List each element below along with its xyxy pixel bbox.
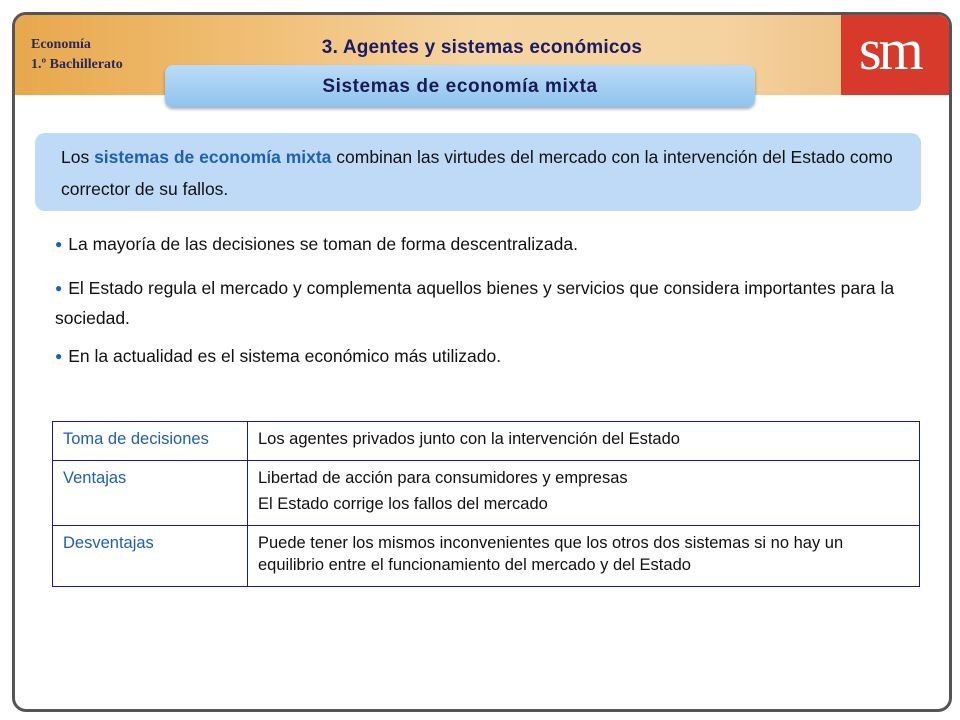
bullet-text: La mayoría de las decisiones se toman de forma descentralizada.	[68, 234, 578, 254]
row-value-line: Los agentes privados junto con la intervención del Estado	[258, 430, 680, 448]
table-row	[53, 422, 920, 461]
section-title: Sistemas de economía mixta	[322, 76, 598, 97]
slide-frame	[12, 12, 952, 712]
row-value	[248, 461, 920, 526]
intro-suffix: combinan las virtudes del mercado con la intervención del Estado como corrector de su fallos.	[61, 147, 893, 199]
summary-table	[52, 421, 920, 587]
table-row	[53, 461, 920, 526]
intro-box	[35, 133, 921, 211]
publisher-logo	[841, 15, 949, 95]
table-row	[53, 526, 920, 587]
row-value	[248, 526, 920, 587]
row-value-line: Libertad de acción para consumidores y empresas	[258, 469, 628, 487]
intro-prefix: Los	[61, 147, 95, 167]
intro-text	[61, 141, 913, 205]
subject-name: Economía	[31, 37, 91, 52]
row-value	[248, 422, 920, 461]
row-value-line: El Estado corrige los fallos del mercado	[258, 495, 548, 513]
bullet-text: El Estado regula el mercado y complementa aquellos bienes y servicios que considera importantes para la sociedad.	[55, 278, 895, 328]
row-value-line: Puede tener los mismos inconvenientes que los otros dos sistemas si no hay un equilibrio entre el funcionamiento del mercado y del Estado	[258, 534, 844, 574]
bullet-dot-icon: ●	[55, 237, 63, 251]
section-tab	[165, 65, 755, 107]
bullet-item	[55, 273, 925, 333]
chapter-title: 3. Agentes y sistemas económicos	[321, 37, 643, 58]
logo-text: sm	[859, 17, 921, 82]
row-label: Toma de decisiones	[53, 422, 248, 461]
bullet-text: En la actualidad es el sistema económico más utilizado.	[68, 346, 502, 366]
row-label: Desventajas	[53, 526, 248, 587]
bullet-dot-icon: ●	[55, 349, 63, 363]
bullet-item	[55, 341, 501, 371]
bullet-dot-icon: ●	[55, 281, 63, 295]
bullet-item	[55, 229, 578, 259]
row-label: Ventajas	[53, 461, 248, 526]
intro-highlight: sistemas de economía mixta	[94, 147, 332, 167]
course-level: 1.º Bachillerato	[31, 57, 123, 72]
